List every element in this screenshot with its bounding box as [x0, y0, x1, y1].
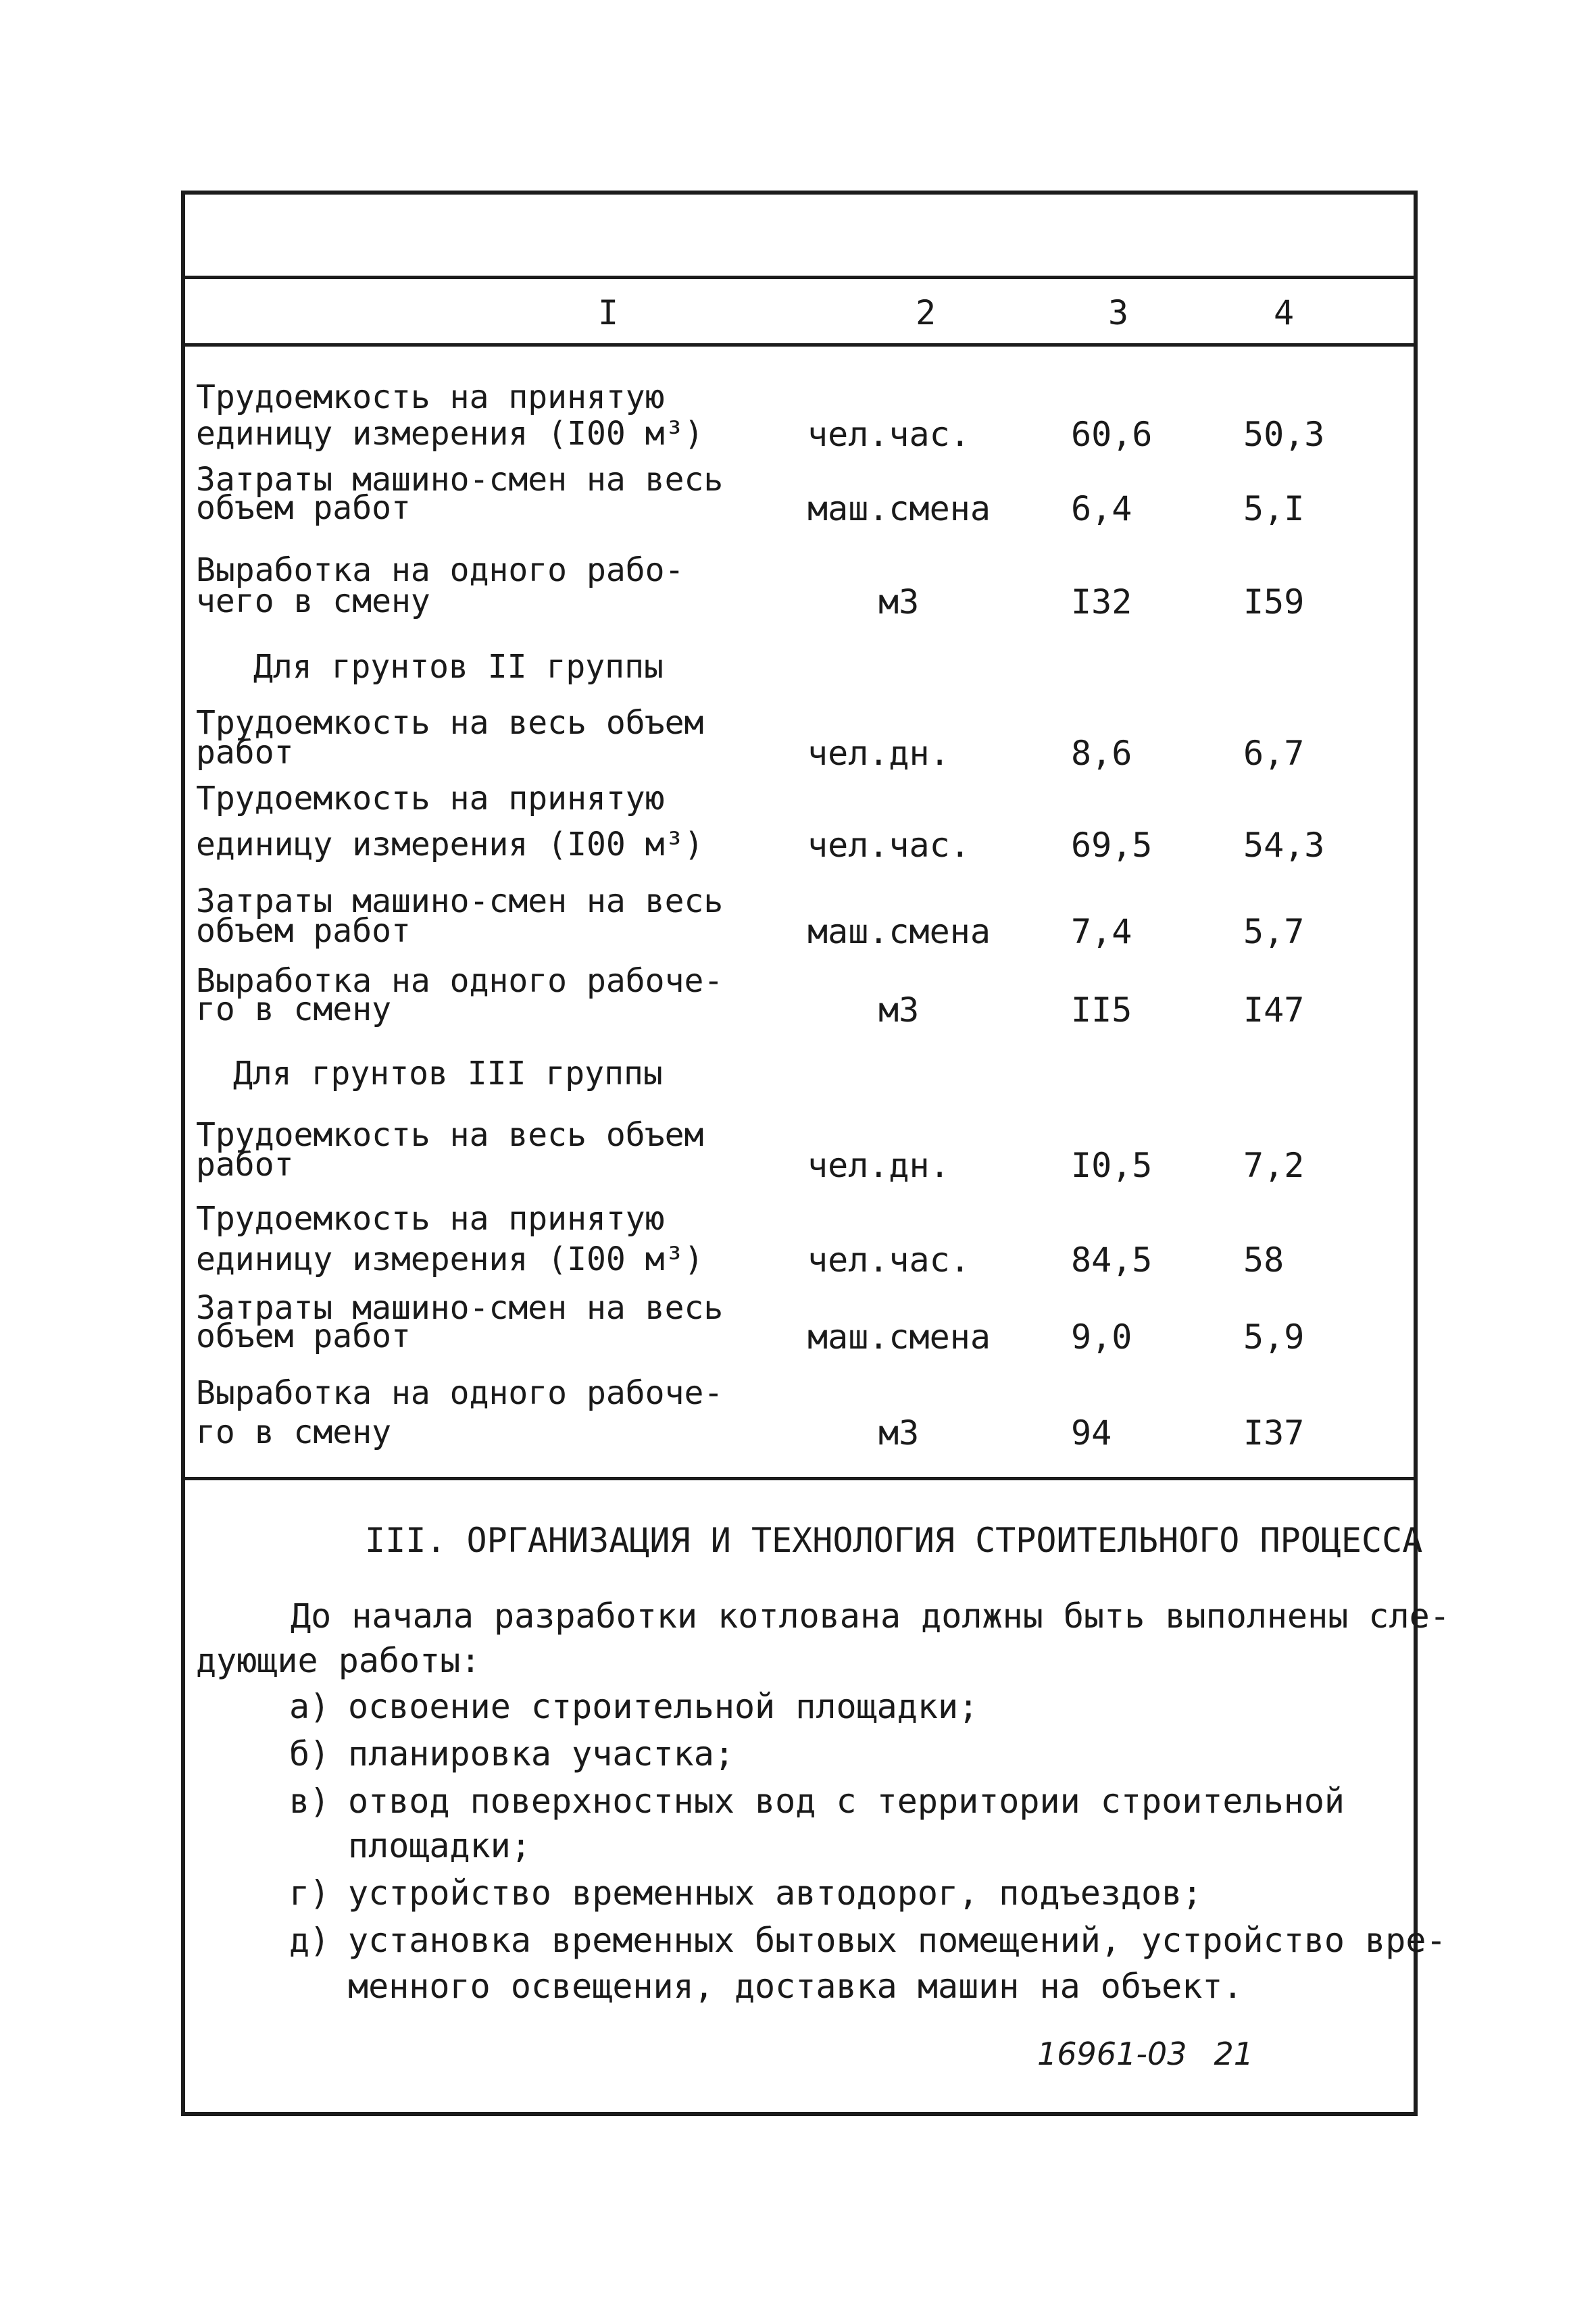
list-marker: в) [289, 1782, 330, 1821]
row-label-line: Трудоемкость на принятую [196, 1200, 665, 1238]
column-header-1: I [598, 293, 619, 332]
document-code: 16961-03 [1037, 2036, 1187, 2072]
list-marker: г) [289, 1873, 330, 1913]
row-label-line: объем работ [196, 489, 411, 527]
value-col3: 6,4 [1071, 489, 1132, 528]
column-header-2: 2 [916, 293, 937, 332]
row-label-line: Затраты машино-смен на весь [196, 461, 724, 499]
row-label-line: единицу измерения (I00 м³) [196, 826, 704, 863]
row-label-line: Трудоемкость на весь объем [196, 704, 704, 742]
value-col4: 58 [1243, 1240, 1285, 1280]
unit-cell: м3 [878, 990, 920, 1030]
unit-cell: чел.час. [807, 415, 970, 454]
value-col3: 84,5 [1071, 1240, 1153, 1280]
unit-cell: чел.дн. [807, 1146, 950, 1185]
unit-cell: чел.дн. [807, 734, 950, 773]
unit-cell: м3 [878, 582, 920, 622]
row-label-line: Трудоемкость на принятую [196, 780, 665, 818]
row-label-line: чего в смену [196, 582, 430, 620]
row-label-line: Выработка на одного рабо- [196, 551, 684, 589]
column-header-4: 4 [1274, 293, 1295, 332]
intro-paragraph-line: До начала разработки котлована должны быть выполнены сле- [291, 1596, 1450, 1636]
value-col4: I59 [1243, 582, 1305, 622]
list-item-text: установка временных бытовых помещений, устройство вре- [348, 1921, 1447, 1960]
list-marker: б) [289, 1734, 330, 1774]
row-label-line: работ [196, 1146, 294, 1184]
row-label-line: работ [196, 734, 294, 772]
value-col4: 6,7 [1243, 734, 1305, 773]
row-label-line: Трудоемкость на весь объем [196, 1116, 704, 1154]
column-header-3: 3 [1108, 293, 1129, 332]
unit-cell: маш.смена [807, 1317, 991, 1357]
value-col4: 5,9 [1243, 1317, 1305, 1357]
row-label-line: единицу измерения (I00 м³) [196, 1240, 704, 1278]
value-col3: 9,0 [1071, 1317, 1132, 1357]
value-col3: I0,5 [1071, 1146, 1153, 1185]
value-col4: I37 [1243, 1413, 1305, 1453]
document-code-stamp [1037, 2035, 1253, 2073]
unit-cell: чел.час. [807, 1240, 970, 1280]
row-label-line: Выработка на одного рабоче- [196, 1374, 724, 1412]
table-bottom-rule [181, 1477, 1418, 1480]
intro-paragraph-line: дующие работы: [196, 1641, 481, 1680]
list-item-text: менного освещения, доставка машин на объект. [348, 1967, 1243, 2006]
value-col4: 5,I [1243, 489, 1305, 528]
value-col3: 60,6 [1071, 415, 1153, 454]
page-number: 21 [1214, 2036, 1254, 2072]
unit-cell: м3 [878, 1413, 920, 1453]
unit-cell: чел.час. [807, 826, 970, 865]
value-col4: 54,3 [1243, 826, 1325, 865]
value-col3: II5 [1071, 990, 1132, 1030]
row-label-line: Затраты машино-смен на весь [196, 882, 724, 920]
value-col3: 7,4 [1071, 912, 1132, 951]
section-title: III. ОРГАНИЗАЦИЯ И ТЕХНОЛОГИЯ СТРОИТЕЛЬНОГО ПРОЦЕССА [365, 1521, 1423, 1560]
list-marker: д) [289, 1921, 330, 1960]
row-label-line: объем работ [196, 912, 411, 950]
row-label-line: объем работ [196, 1317, 411, 1355]
row-label-line: Трудоемкость на принятую [196, 378, 665, 416]
row-label-line: Выработка на одного рабоче- [196, 962, 724, 1000]
group-heading: Для грунтов III группы [233, 1055, 663, 1092]
table-header-bottom-rule [181, 343, 1418, 347]
value-col4: 7,2 [1243, 1146, 1305, 1185]
row-label-line: го в смену [196, 990, 391, 1028]
value-col4: 5,7 [1243, 912, 1305, 951]
value-col3: 69,5 [1071, 826, 1153, 865]
value-col3: 8,6 [1071, 734, 1132, 773]
value-col3: 94 [1071, 1413, 1112, 1453]
row-label-line: го в смену [196, 1413, 391, 1451]
list-marker: а) [289, 1687, 330, 1726]
row-label-line: единицу измерения (I00 м³) [196, 415, 704, 453]
row-label-line: Затраты машино-смен на весь [196, 1289, 724, 1327]
value-col4: 50,3 [1243, 415, 1325, 454]
value-col3: I32 [1071, 582, 1132, 622]
list-item-text: планировка участка; [348, 1734, 734, 1774]
list-item-text: устройство временных автодорог, подъездов; [348, 1873, 1203, 1913]
value-col4: I47 [1243, 990, 1305, 1030]
group-heading: Для грунтов II группы [253, 648, 664, 686]
list-item-text: отвод поверхностных вод с территории строительной [348, 1782, 1345, 1821]
table-header-top-rule [181, 276, 1418, 279]
list-item-text: освоение строительной площадки; [348, 1687, 979, 1726]
list-item-text: площадки; [348, 1826, 531, 1865]
unit-cell: маш.смена [807, 912, 991, 951]
unit-cell: маш.смена [807, 489, 991, 528]
